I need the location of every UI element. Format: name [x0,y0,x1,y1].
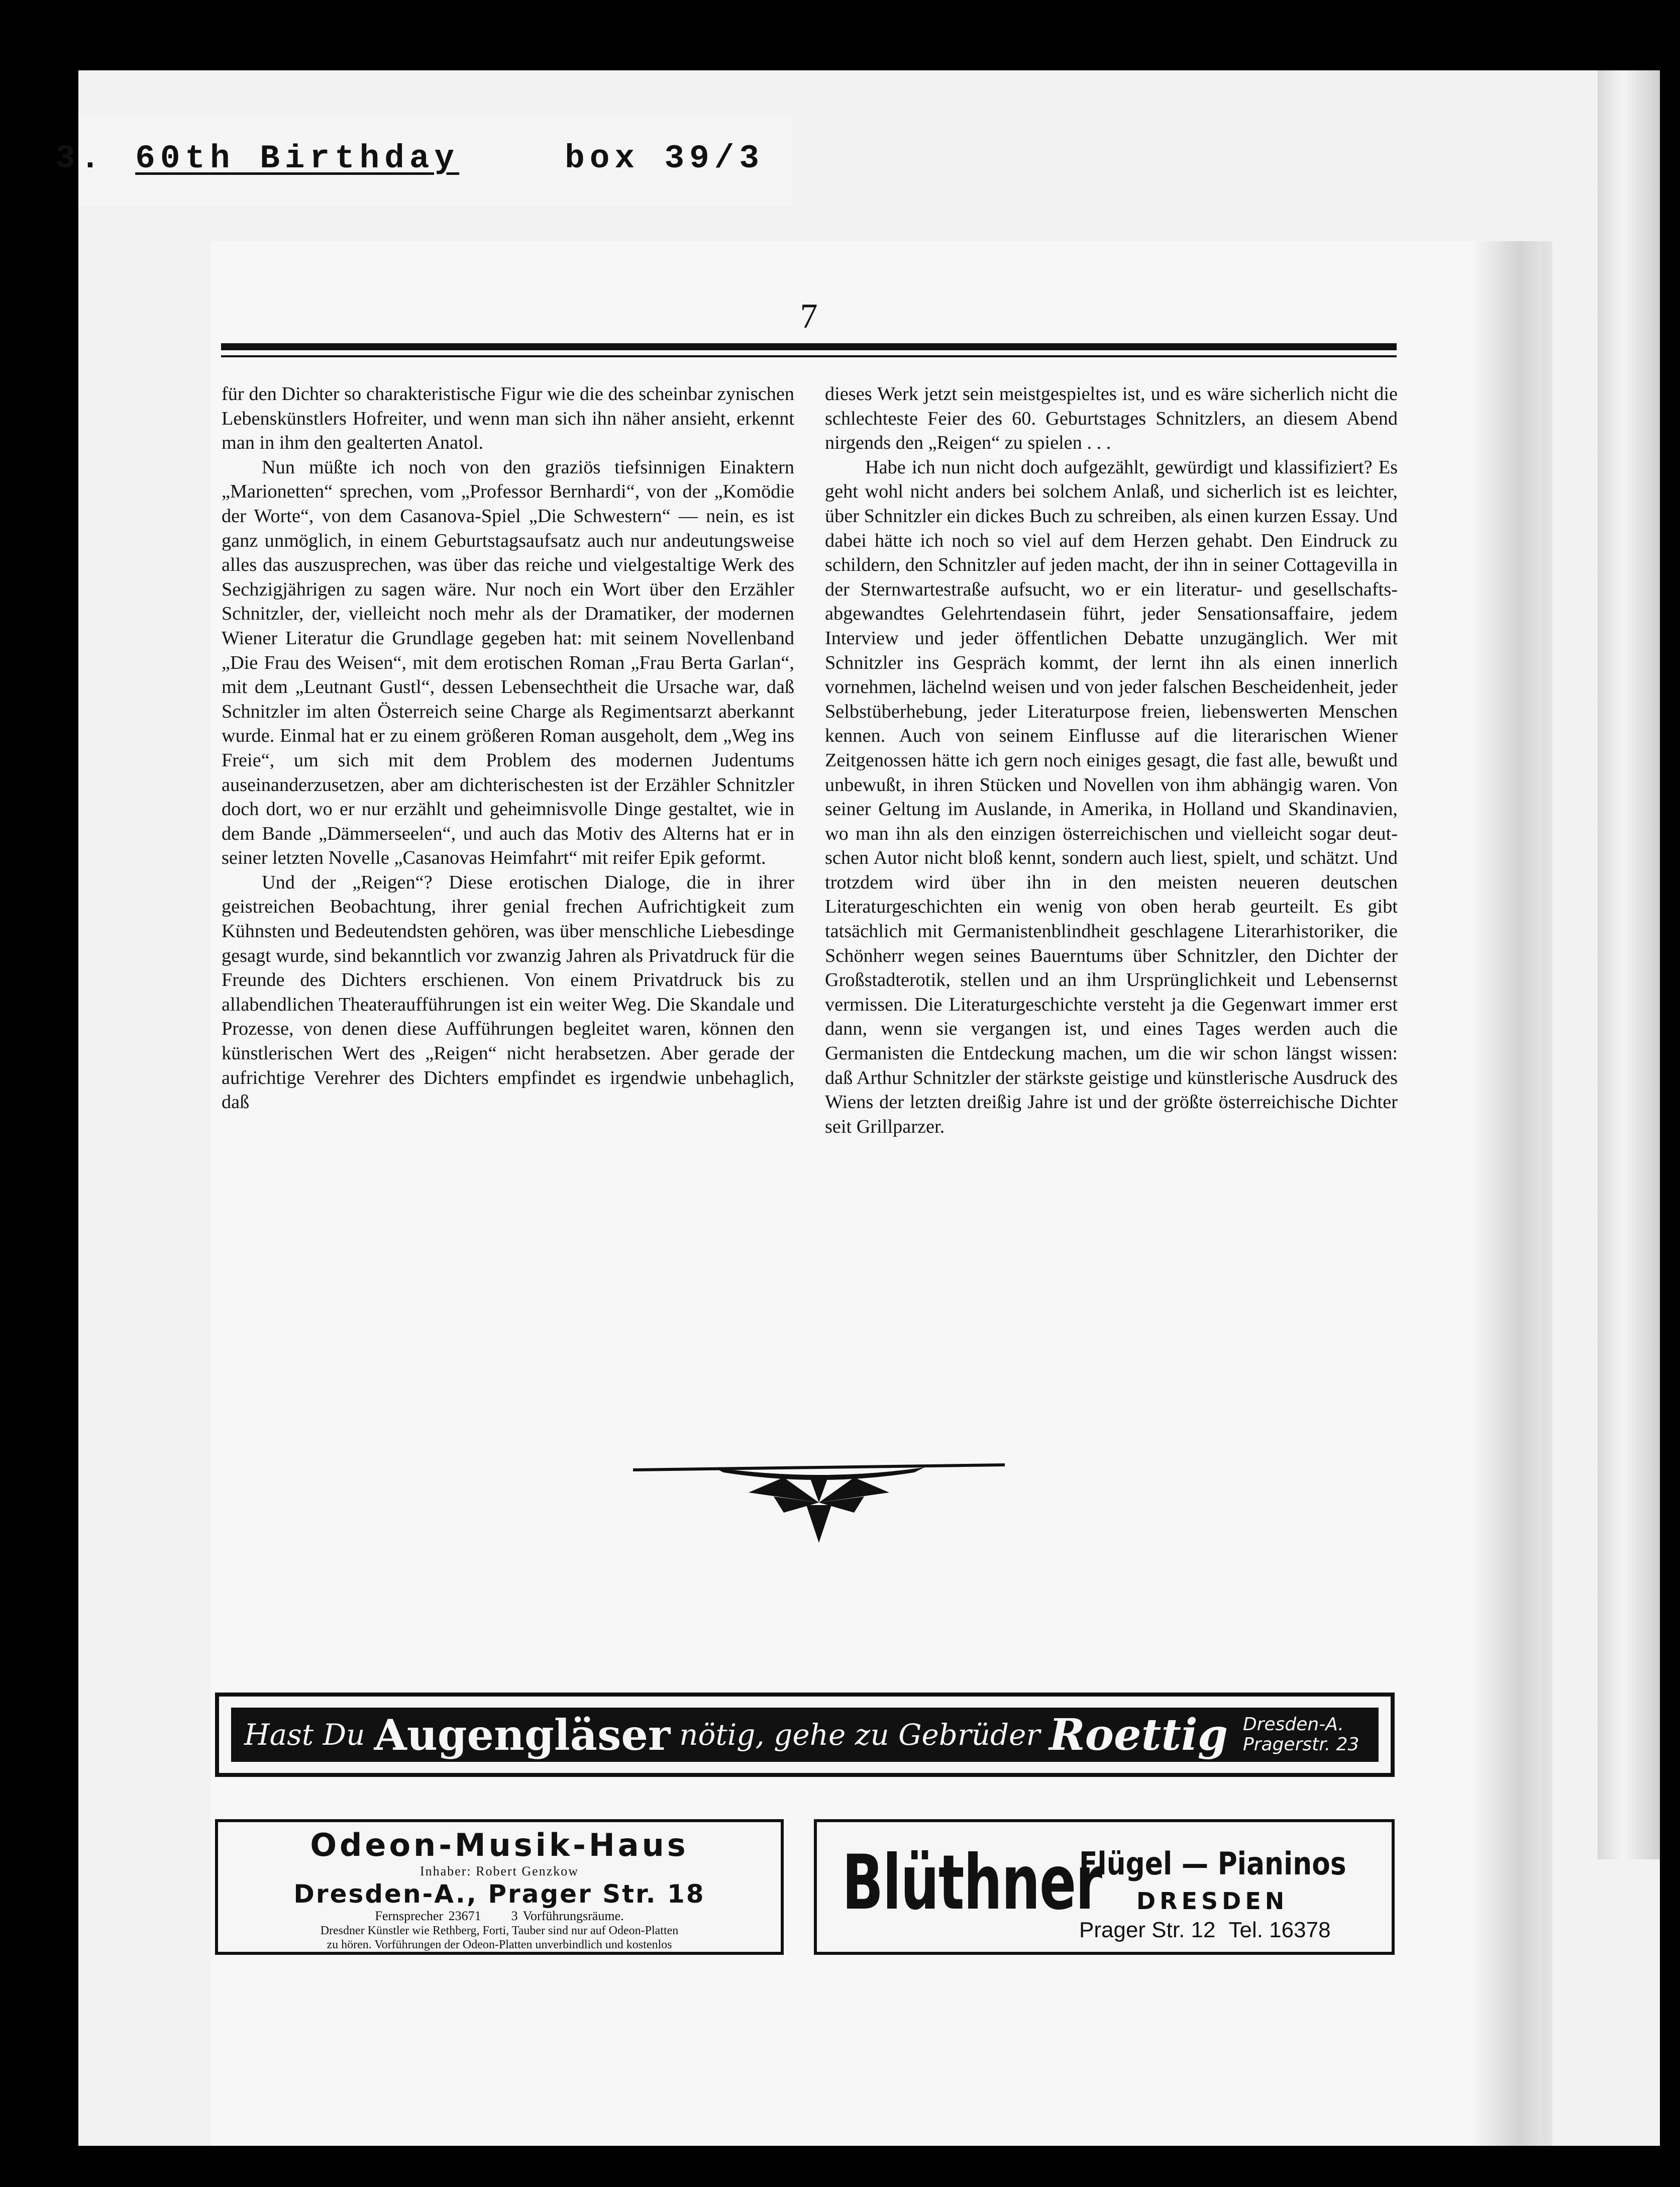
header-rule-thin [221,355,1397,357]
ad-city: Dresden-A. [1243,1714,1344,1735]
ad-note: zu hören. Vorführungen der Odeon-Platten unverbindlich und kostenlos [327,1938,672,1951]
page-number: 7 [800,297,818,336]
ad-brand: Blüthner [842,1839,1102,1927]
ad-brand: Roettig [1049,1709,1228,1760]
bluthner-advertisement [814,1819,1395,1955]
paragraph: Habe ich nun nicht doch aufgezählt, gewürdigt und klassifiziert? Es geht wohl nicht anders bei solchem Anlaß, und sicherlich ist es leichter, über Schnitzler ein dickes Buch zu schreiben, als einen kurzen Essay. Und dabei hätte ich noch so viel auf dem Herzen gehabt. Den Eindruck zu schildern, den Schnitzler auf jeden macht, der ihn in seiner Cottagevilla in der Sternwartestraße aufsucht, wo er ein literatur- und gesellschaftsabgewandtes Gelehrtendasein führt, jeder Sensationsaffaire, jedem Interview und jeder öffentlichen Debatte unzugänglich. Wer mit Schnitzler ins Gespräch kommt, der lernt ihn als einen innerlich vornehmen, lächelnd weisen und von jeder falschen Bescheidenheit, jeder Selbstüberhebung, jeder Literaturpose freien, liebenswerten Menschen kennen. Auch von seinem Einflusse auf die literarischen Wiener Zeitgenossen hätte ich gern noch einiges gesagt, die fast alle, bewußt und unbewußt, in ihren Stücken und Novellen von ihm abhängig waren. Von seiner Geltung im Auslande, in Amerika, in Holland und Skandinavien, wo man ihn als den einzigen österreichischen und vielleicht sogar deutschen Autor nicht bloß kennt, sondern auch liest, spielt, und schätzt. Und trotzdem wird über ihn in den meisten neueren deutschen Literaturgeschichten ein wenig von oben herab geurteilt. Es gibt tatsächlich mit Germanistenblindheit geschlagene Literarhistoriker, die Schönherr wegen seines Bauerntums über Schnitzler, den Dichter der Großstadterotik, stellen und an ihm Ursprünglichkeit und Lebensernst vermissen. Die Literaturgeschichte versteht ja die Gegenwart immer erst dann, wenn sie vergangen ist, und eines Tages werden auch die Germanisten die Entdeckung machen, um die wir schon längst wissen: daß Arthur Schnitzler der stärkste geistige und künstlerische Ausdruck des Wiens der letzten dreißig Jahre ist und der größte österreichische Dichter seit Grillparzer. [825,456,1398,1137]
ad-phone: Fernsprecher 23671 [375,1909,481,1923]
ad-street: Prager Str. 12 [1079,1918,1216,1942]
paragraph: Und der „Reigen“? Diese erotischen Dialoge, die in ihrer geistreichen Beobachtung, ihrer genial frechen Aufrichtigkeit zum Kühnsten und Bedeutendsten gehören, was über menschliche Liebesdinge gesagt wurde, sind bekanntlich vor zwanzig Jahren als Privatdruck für die Freunde des Dichters erschienen. Von einem Privatdruck bis zu allabendlichen Theateraufführungen ist ein weiter Weg. Die Skandale und Prozesse, von denen diese Aufführungen begleitet waren, können den künstlerischen Wert des „Reigen“ nicht herabsetzen. Aber gerade der aufrichtige Verehrer des Dichters empfindet es irgendwie unbehaglich, daß [222,871,794,1113]
ad-address: Dresden-A., Prager Str. 18 [293,1879,705,1909]
ad-rooms: 3 Vorführungsräume. [511,1909,624,1923]
ad-owner: Inhaber: Robert Genzkow [419,1864,579,1878]
ad-city: DRESDEN [1136,1887,1289,1915]
ad-text: Hast Du [244,1718,365,1752]
end-ornament [633,1457,1005,1548]
folder-box-number: box 39/3 [565,140,764,177]
paragraph: für den Dichter so charakteristische Figur wie die des scheinbar zynischen Lebenskünstlers Hofreiter, und wenn man sich ihn näher ansieht, erkennt man in ihm den gealterten Anatol. [222,383,794,454]
optician-ad-banner [231,1708,1379,1762]
article-column-right [825,382,1398,1139]
ad-products: Flügel — Pianinos [1079,1845,1346,1882]
folder-title: 60th Birthday [135,140,460,177]
article-column-left [222,382,794,1115]
header-rule [221,343,1397,350]
ad-address [1243,1715,1359,1755]
ad-phone-line [218,1909,781,1924]
ad-phone: Tel. 16378 [1228,1918,1331,1942]
ad-street: Pragerstr. 23 [1243,1734,1359,1755]
ad-headline: Augengläser [374,1710,671,1760]
ad-contact [1079,1918,1331,1943]
paragraph: dieses Werk jetzt sein meistgespieltes ist, und es wäre sicherlich nicht die schlechteste Feier des 60. Geburtstages Schnitzlers, an diesem Abend nirgends den „Reigen“ zu spielen . . . [825,383,1398,454]
page-shadow [1472,241,1552,2146]
odeon-advertisement [215,1819,784,1955]
ad-note: Dresdner Künstler wie Rethberg, Forti, Tauber sind nur auf Odeon-Platten [320,1924,679,1937]
optician-advertisement [215,1693,1395,1777]
paragraph: Nun müßte ich noch von den graziös tiefsinnigen Einaktern „Marionetten“ sprechen, vom „Professor Bernhardi“, von der „Komödie der Worte“, von dem Casanova-Spiel „Die Schwestern“ — nein, es ist ganz unmöglich, in einem Geburtstagsaufsatz auch nur andeutungsweise alles das auszusprechen, was über das reiche und vielgestaltige Werk des Sechzigjährigen zu sagen wäre. Nur noch ein Wort über den Erzähler Schnitzler, der, vielleicht noch mehr als der Dramatiker, der modernen Wiener Literatur die Grundlage gegeben hat: mit seinem Novellenband „Die Frau des Weisen“, mit dem erotischen Roman „Frau Berta Garlan“, mit dem „Leutnant Gustl“, dessen Lebensechtheit die Ursache war, daß Schnitzler im alten Österreich seine Charge als Regimentsarzt aberkannt wurde. Einmal hat er zu einem größeren Roman ausgeholt, dem „Weg ins Freie“, um sich mit dem Problem des modernen Judentums auseinanderzusetzen, aber am dichterischesten ist der Erzähler Schnitzler doch dort, wo er nur erzählt und geheimnisvolle Dinge gestaltet, wie in dem Bande „Dämmerseelen“, und auch das Motiv des Alterns hat er in seiner letzten Novelle „Casanovas Heimfahrt“ mit reifer Epik geformt. [222,456,794,869]
folder-label [55,140,764,177]
sheet-edge [1598,70,1660,1859]
folder-prefix: 3. [55,140,106,177]
ad-text: nötig, gehe zu Gebrüder [679,1718,1040,1752]
ad-brand: Odeon-Musik-Haus [310,1827,689,1863]
